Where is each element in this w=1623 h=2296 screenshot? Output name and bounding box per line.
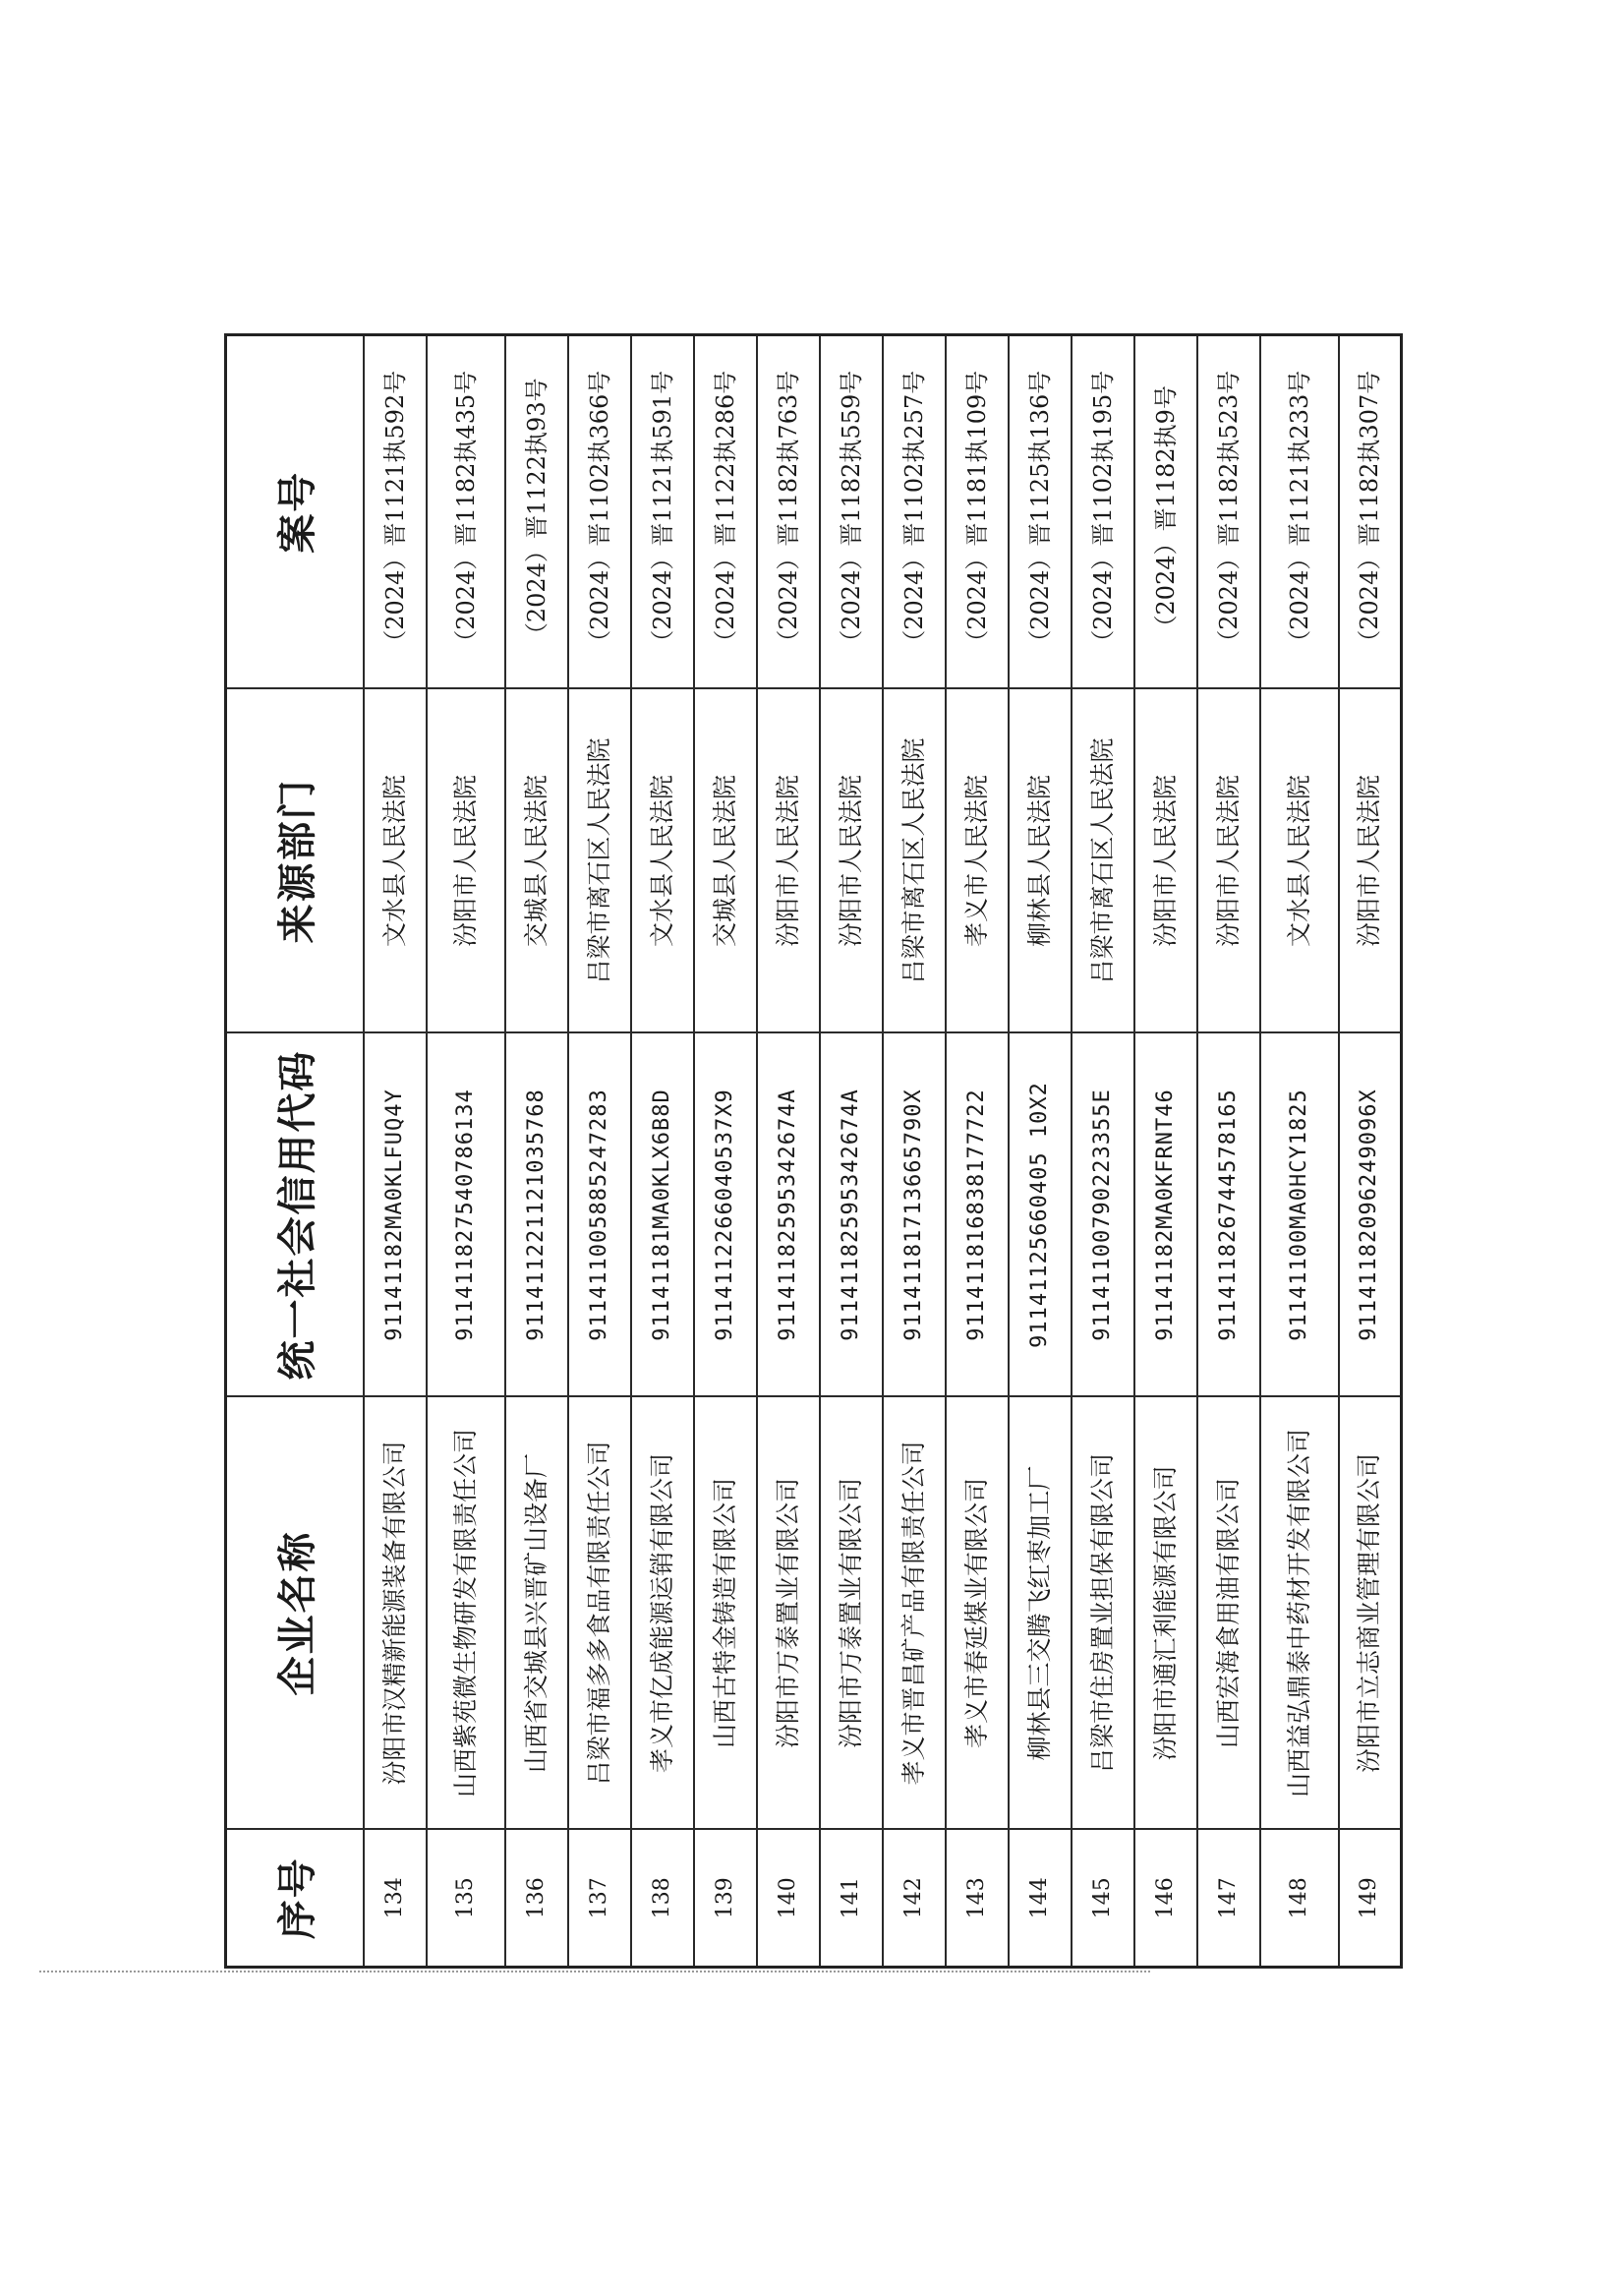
cell-case-number: （2024）晋1121执591号 (631, 335, 694, 689)
header-source-department: 来源部门 (226, 689, 364, 1033)
cell-case-number: （2024）晋1102执366号 (568, 335, 631, 689)
table-row (757, 335, 820, 1968)
cell-credit-code: 91141182595342674A (757, 1033, 820, 1397)
cell-seq: 140 (757, 1830, 820, 1968)
cell-seq: 146 (1134, 1830, 1197, 1968)
cell-credit-code: 91141100790223355E (1072, 1033, 1134, 1397)
cell-source-department: 交城县人民法院 (694, 689, 757, 1033)
cell-source-department: 柳林县人民法院 (1009, 689, 1072, 1033)
cell-company-name: 山西紫苑微生物研发有限责任公司 (427, 1397, 505, 1830)
table-row (1339, 335, 1402, 1968)
cell-seq: 138 (631, 1830, 694, 1968)
cell-credit-code: 91141181713665790X (883, 1033, 946, 1397)
table-row (1134, 335, 1197, 1968)
cell-seq: 136 (505, 1830, 568, 1968)
cell-case-number: （2024）晋1182执523号 (1197, 335, 1260, 689)
cell-case-number: （2024）晋1102执195号 (1072, 335, 1134, 689)
cell-source-department: 汾阳市人民法院 (820, 689, 883, 1033)
cell-seq: 135 (427, 1830, 505, 1968)
enterprise-table (224, 333, 1403, 1969)
cell-company-name: 孝义市春延煤业有限公司 (946, 1397, 1009, 1830)
cell-seq: 141 (820, 1830, 883, 1968)
cell-seq: 142 (883, 1830, 946, 1968)
header-credit-code: 统一社会信用代码 (226, 1033, 364, 1397)
cell-source-department: 文水县人民法院 (631, 689, 694, 1033)
cell-company-name: 孝义市晋昌矿产品有限责任公司 (883, 1397, 946, 1830)
cell-credit-code: 911411005885247283 (568, 1033, 631, 1397)
cell-case-number: （2024）晋1121执592号 (364, 335, 427, 689)
cell-company-name: 汾阳市通汇利能源有限公司 (1134, 1397, 1197, 1830)
cell-seq: 145 (1072, 1830, 1134, 1968)
table-row (694, 335, 757, 1968)
cell-source-department: 文水县人民法院 (1260, 689, 1339, 1033)
cell-case-number: （2024）晋1182执9号 (1134, 335, 1197, 689)
scan-edge-line (39, 1971, 1150, 1972)
table-row (1072, 335, 1134, 1968)
cell-credit-code: 91141181MA0KLX6B8D (631, 1033, 694, 1397)
cell-credit-code: 911411226604053​7X9 (694, 1033, 757, 1397)
cell-case-number: （2024）晋1182执307号 (1339, 335, 1402, 689)
cell-case-number: （2024）晋1102执257号 (883, 335, 946, 689)
table-row (427, 335, 505, 1968)
table-row (1260, 335, 1339, 1968)
cell-seq: 134 (364, 1830, 427, 1968)
cell-credit-code: 91141182754078613​4 (427, 1033, 505, 1397)
cell-credit-code: 911411826744578165 (1197, 1033, 1260, 1397)
table-row (946, 335, 1009, 1968)
header-company-name: 企业名称 (226, 1397, 364, 1830)
cell-seq: 143 (946, 1830, 1009, 1968)
cell-credit-code: 91141182595342674A (820, 1033, 883, 1397)
cell-company-name: 吕梁市住房置业担保有限公司 (1072, 1397, 1134, 1830)
table-header-row (226, 335, 364, 1968)
cell-source-department: 汾阳市人民法院 (1197, 689, 1260, 1033)
cell-source-department: 吕梁市离石区人民法院 (568, 689, 631, 1033)
table-row (883, 335, 946, 1968)
rotated-table-page (224, 336, 1384, 1969)
cell-seq: 149 (1339, 1830, 1402, 1968)
cell-case-number: （2024）晋1182执763号 (757, 335, 820, 689)
cell-seq: 147 (1197, 1830, 1260, 1968)
table-row (1009, 335, 1072, 1968)
cell-case-number: （2024）晋1181执109号 (946, 335, 1009, 689)
table-row (568, 335, 631, 1968)
cell-source-department: 吕梁市离石区人民法院 (1072, 689, 1134, 1033)
cell-source-department: 孝义市人民法院 (946, 689, 1009, 1033)
cell-credit-code: 91141100MA0HCY1825 (1260, 1033, 1339, 1397)
cell-seq: 137 (568, 1830, 631, 1968)
cell-case-number: （2024）晋1182执435号 (427, 335, 505, 689)
cell-company-name: 吕梁市福多多食品有限责任公司 (568, 1397, 631, 1830)
table-row (631, 335, 694, 1968)
cell-company-name: 山西益弘鼎泰中药材开发有限公司 (1260, 1397, 1339, 1830)
table-body (364, 335, 1402, 1968)
cell-company-name: 孝义市亿成能源运销有限公司 (631, 1397, 694, 1830)
cell-seq: 148 (1260, 1830, 1339, 1968)
cell-source-department: 汾阳市人民法院 (1134, 689, 1197, 1033)
cell-company-name: 汾阳市万泰置业有限公司 (757, 1397, 820, 1830)
table-row (1197, 335, 1260, 1968)
cell-company-name: 山西宏海食用油有限公司 (1197, 1397, 1260, 1830)
cell-case-number: （2024）晋1122执93号 (505, 335, 568, 689)
cell-credit-code: 91141182MA0KFRNT46 (1134, 1033, 1197, 1397)
cell-credit-code: 91141125660405 10X2 (1009, 1033, 1072, 1397)
cell-company-name: 汾阳市立志商业管理有限公司 (1339, 1397, 1402, 1830)
cell-seq: 139 (694, 1830, 757, 1968)
cell-credit-code: 911411221121035768 (505, 1033, 568, 1397)
header-case-number: 案号 (226, 335, 364, 689)
cell-case-number: （2024）晋1121执233号 (1260, 335, 1339, 689)
cell-company-name: 柳林县三交腾飞红枣加工厂 (1009, 1397, 1072, 1830)
cell-source-department: 文水县人民法院 (364, 689, 427, 1033)
cell-credit-code: 911411816838177722 (946, 1033, 1009, 1397)
cell-source-department: 吕梁市离石区人民法院 (883, 689, 946, 1033)
cell-company-name: 汾阳市万泰置业有限公司 (820, 1397, 883, 1830)
cell-credit-code: 91141182096249096X (1339, 1033, 1402, 1397)
cell-case-number: （2024）晋1125执136号 (1009, 335, 1072, 689)
cell-source-department: 汾阳市人民法院 (1339, 689, 1402, 1033)
table-row (820, 335, 883, 1968)
table-row (505, 335, 568, 1968)
cell-case-number: （2024）晋1182执559号 (820, 335, 883, 689)
cell-company-name: 山西省交城县兴晋矿山设备厂 (505, 1397, 568, 1830)
cell-case-number: （2024）晋1122执286号 (694, 335, 757, 689)
cell-seq: 144 (1009, 1830, 1072, 1968)
cell-credit-code: 91141182MA0KLFUQ4Y (364, 1033, 427, 1397)
header-seq: 序号 (226, 1830, 364, 1968)
cell-company-name: 山西古特金铸造有限公司 (694, 1397, 757, 1830)
cell-source-department: 交城县人民法院 (505, 689, 568, 1033)
cell-company-name: 汾阳市汉精新能源装备有限公司 (364, 1397, 427, 1830)
cell-source-department: 汾阳市人民法院 (757, 689, 820, 1033)
cell-source-department: 汾阳市人民法院 (427, 689, 505, 1033)
table-row (364, 335, 427, 1968)
